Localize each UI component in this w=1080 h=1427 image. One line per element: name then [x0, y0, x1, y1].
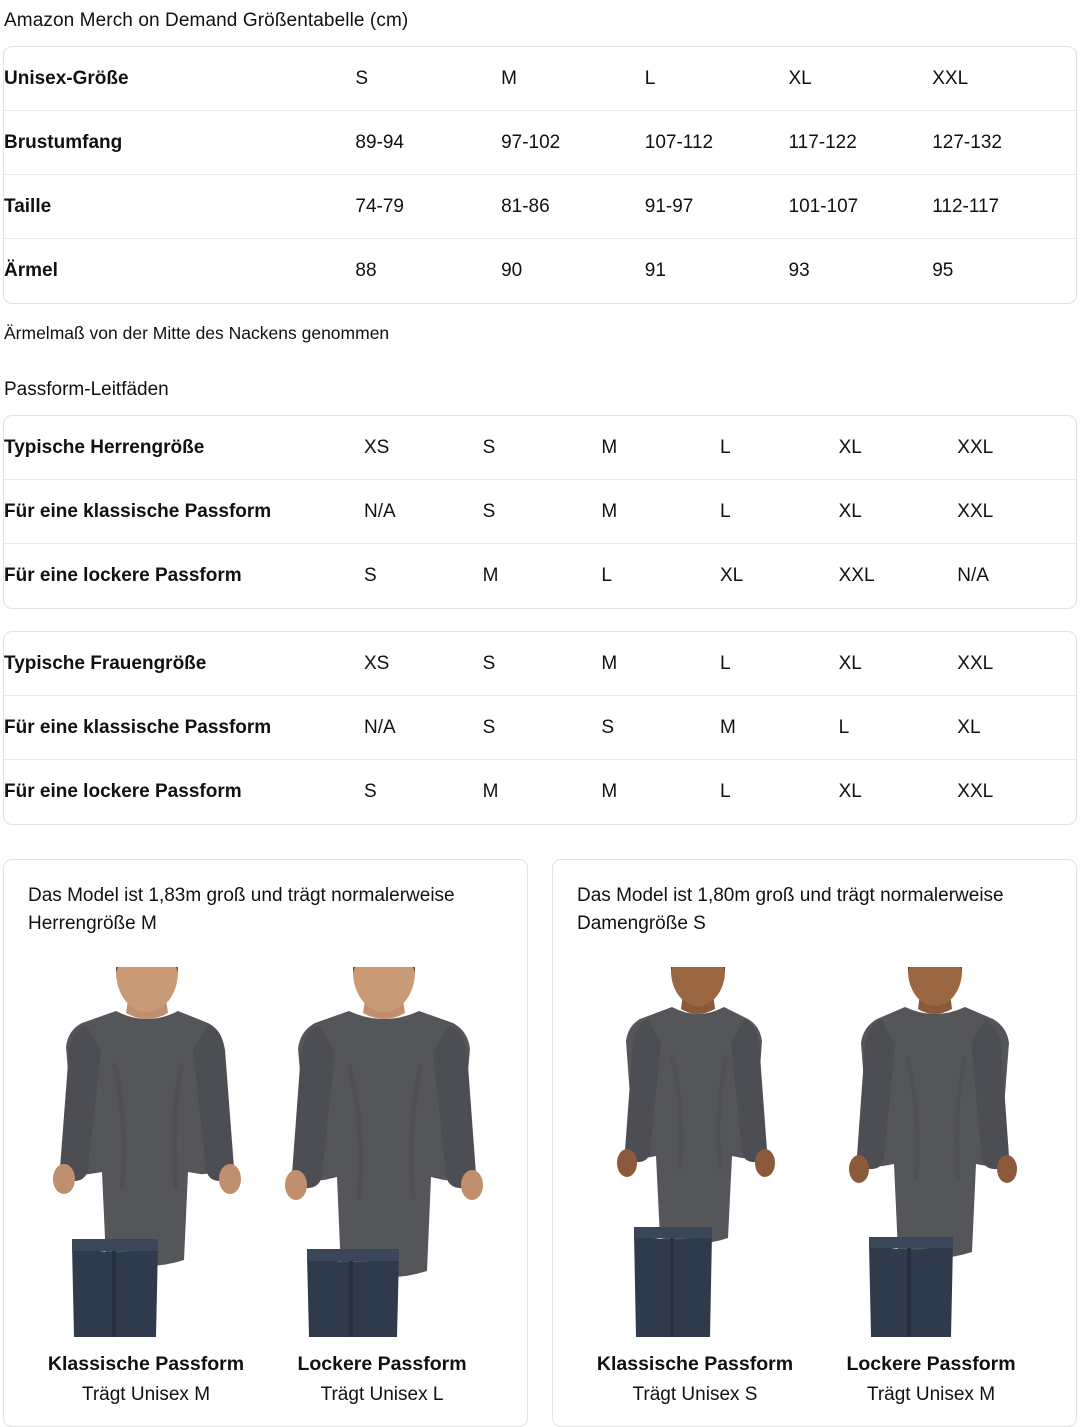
womens-loose-5: XL — [838, 781, 862, 802]
waist-m: 81-86 — [501, 175, 645, 239]
female-loose-fit-figure — [815, 967, 1051, 1337]
womens-classic-4: M — [720, 696, 839, 760]
table-row — [4, 696, 1076, 760]
mens-typical-1: XS — [364, 416, 483, 480]
womens-classic-6: XL — [957, 696, 1076, 760]
table-row — [4, 760, 1076, 824]
female-classic-fit-figure — [578, 967, 814, 1337]
fit-wears: Trägt Unisex L — [320, 1384, 444, 1406]
header-size-l: L — [645, 47, 789, 111]
mens-loose-4: XL — [719, 565, 744, 586]
womens-classic-3: S — [601, 696, 720, 760]
womens-typical-5: XL — [839, 632, 958, 696]
waist-xxl: 112-117 — [932, 175, 1076, 239]
mens-typical-3: M — [601, 416, 720, 480]
mens-classic-5: XL — [839, 480, 958, 544]
mens-typical-4: L — [720, 416, 839, 480]
mens-classic-6: XXL — [957, 480, 1076, 544]
womens-typical-1: XS — [364, 632, 483, 696]
mens-typical-5: XL — [839, 416, 958, 480]
womens-typical-4: L — [720, 632, 839, 696]
mens-loose-5: XXL — [838, 565, 875, 586]
table-spacer — [0, 609, 1080, 631]
table-row — [4, 544, 1076, 608]
male-loose-fit-illustration — [279, 967, 489, 1337]
fit-name: Klassische Passform — [47, 1353, 245, 1376]
mens-classic-1: N/A — [364, 480, 483, 544]
female-model-card — [552, 859, 1077, 1427]
female-figures — [577, 947, 1052, 1337]
womens-fit-table — [3, 631, 1077, 825]
row-label-waist: Taille — [4, 175, 355, 239]
womens-loose-3: M — [601, 781, 618, 802]
sleeve-xxl: 95 — [932, 260, 954, 281]
male-model-card — [3, 859, 528, 1427]
mens-loose-2: M — [482, 565, 499, 586]
sleeve-xl: 93 — [788, 260, 810, 281]
row-label-chest: Brustumfang — [4, 111, 355, 175]
header-size-s: S — [355, 47, 501, 111]
waist-l: 91-97 — [645, 175, 789, 239]
fit-wears: Trägt Unisex M — [81, 1384, 211, 1406]
table-header-row — [4, 47, 1076, 111]
waist-s: 74-79 — [355, 175, 501, 239]
womens-loose-4: L — [719, 781, 731, 802]
table-row — [4, 632, 1076, 696]
womens-loose-2: M — [482, 781, 499, 802]
womens-typical-2: S — [483, 632, 602, 696]
row-label-mens-loose-fit: Für eine lockere Passform — [4, 565, 242, 586]
womens-typical-3: M — [601, 632, 720, 696]
sleeve-measure-note: Ärmelmaß von der Mitte des Nackens genommen — [4, 323, 390, 343]
row-label-mens-classic-fit: Für eine klassische Passform — [4, 480, 364, 544]
row-label-womens-loose-fit: Für eine lockere Passform — [4, 781, 242, 802]
mens-fit-table — [3, 415, 1077, 609]
male-classic-fit-figure — [29, 967, 265, 1337]
female-fit-labels — [577, 1353, 1052, 1406]
male-model-caption: Das Model ist 1,83m groß und trägt normalerweise Herrengröße M — [28, 885, 455, 934]
womens-classic-2: S — [483, 696, 602, 760]
chest-xl: 117-122 — [789, 111, 933, 175]
womens-typical-6: XXL — [957, 632, 1076, 696]
female-model-caption: Das Model ist 1,80m groß und trägt normalerweise Damengröße S — [577, 885, 1004, 934]
womens-classic-1: N/A — [364, 696, 483, 760]
row-label-womens-classic-fit: Für eine klassische Passform — [4, 696, 364, 760]
waist-xl: 101-107 — [789, 175, 933, 239]
womens-loose-6: XXL — [957, 781, 994, 802]
womens-classic-5: L — [839, 696, 958, 760]
table-row — [4, 111, 1076, 175]
mens-typical-6: XXL — [957, 416, 1076, 480]
male-loose-fit-label — [264, 1353, 500, 1406]
row-label-sleeve: Ärmel — [4, 260, 58, 281]
mens-typical-2: S — [483, 416, 602, 480]
fit-name: Lockere Passform — [846, 1353, 1016, 1376]
chest-xxl: 127-132 — [932, 111, 1076, 175]
model-cards-row — [3, 859, 1077, 1427]
male-figures — [28, 947, 503, 1337]
header-size-xxl: XXL — [932, 47, 1076, 111]
sleeve-s: 88 — [355, 260, 377, 281]
fit-name: Klassische Passform — [596, 1353, 794, 1376]
mens-classic-4: L — [720, 480, 839, 544]
table-row — [4, 175, 1076, 239]
female-loose-fit-label — [813, 1353, 1049, 1406]
male-classic-fit-label — [28, 1353, 264, 1406]
mens-loose-1: S — [364, 565, 377, 586]
male-classic-fit-illustration — [42, 967, 252, 1337]
mens-loose-3: L — [601, 565, 612, 586]
fit-wears: Trägt Unisex S — [632, 1384, 758, 1406]
fit-wears: Trägt Unisex M — [866, 1384, 996, 1406]
chest-m: 97-102 — [501, 111, 645, 175]
male-loose-fit-figure — [266, 967, 502, 1337]
chest-l: 107-112 — [645, 111, 789, 175]
female-classic-fit-illustration — [596, 967, 796, 1337]
row-label-typical-mens-size: Typische Herrengröße — [4, 416, 364, 480]
womens-loose-1: S — [364, 781, 377, 802]
page-title: Amazon Merch on Demand Größentabelle (cm) — [4, 10, 409, 31]
header-label: Unisex-Größe — [4, 47, 355, 111]
sleeve-l: 91 — [644, 260, 666, 281]
mens-loose-6: N/A — [957, 565, 989, 586]
table-row — [4, 480, 1076, 544]
male-fit-labels — [28, 1353, 503, 1406]
row-label-typical-womens-size: Typische Frauengröße — [4, 632, 364, 696]
fit-guides-label: Passform-Leitfäden — [4, 379, 169, 400]
female-classic-fit-label — [577, 1353, 813, 1406]
mens-classic-3: M — [601, 480, 720, 544]
table-row — [4, 239, 1076, 303]
header-size-xl: XL — [789, 47, 933, 111]
chest-s: 89-94 — [355, 111, 501, 175]
female-loose-fit-illustration — [833, 967, 1033, 1337]
header-size-m: M — [501, 47, 645, 111]
fit-name: Lockere Passform — [297, 1353, 467, 1376]
sleeve-m: 90 — [501, 260, 523, 281]
mens-classic-2: S — [483, 480, 602, 544]
table-row — [4, 416, 1076, 480]
unisex-size-table — [3, 46, 1077, 304]
